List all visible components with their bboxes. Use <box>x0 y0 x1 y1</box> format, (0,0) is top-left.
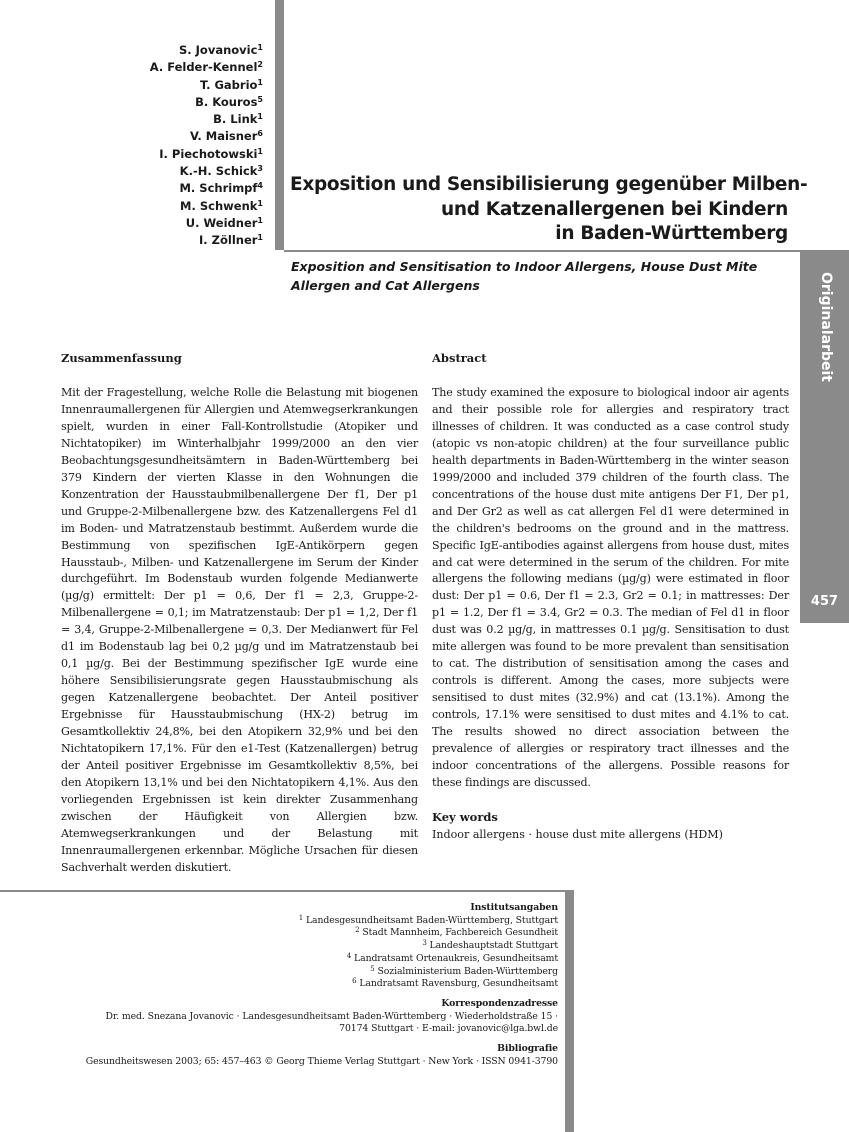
zusammenfassung-text: Mit der Fragestellung, welche Rolle die Belastung mit biogenen Innenraumallergenen für Allergien und Atemwegserkrankungen spielt, wurden in einer Fall-Kontrollstudie (Atopiker und Nichtatopiker) im Winterhalbjahr 1999/2000 an den vier Beobachtungsgesundheitsämtern in Baden-Württemberg bei 379 Kindern der vierten Klasse in den Wohnungen die Konzentration der Hausstaubmilbenallergene Der f1, Der p1 und Gruppe-2-Milbenallergene bzw. des Katzenallergens Fel d1 im Boden- und Matratzenstaub bestimmt. Außerdem wurde die Bestimmung von spezifischen IgE-Antikörpern gegen Hausstaub-, Milben- und Katzenallergene im Serum der Kinder durchgeführt. Im Bodenstaub wurden folgende Medianwerte (µg/g) ermittelt: Der p1 = 0,6, Der f1 = 2,3, Gruppe-2-Milbenallergene = 0,1; im Matratzenstaub: Der p1 = 1,2, Der f1 = 3,4, Gruppe-2-Milbenallergene = 0,3. Der Medianwert für Fel d1 im Bodenstaub lag bei 0,2 µg/g und im Matratzenstaub bei 0,1 µg/g. Bei der Bestimmung spezifischer IgE wurde eine höhere Sensibilisierungsrate gegen Hausstaubmischung als gegen Katzenallergene beobachtet. Der Anteil positiver Ergebnisse für Hausstaubmischung (HX-2) betrug im Gesamtkollektiv 24,8%, bei den Atopikern 32,9% und bei den Nichtatopikern 17,1%. Für den e1-Test (Katzenallergen) betrug der Anteil positiver Ergebnisse im Gesamtkollektiv 8,5%, bei den Atopikern 13,1% und bei den Nichtatopikern 4,1%. Aus den vorliegenden Ergebnissen ist kein direkter Zusammenhang zwischen der Häufigkeit von Allergien bzw. Atemwegserkrankungen und der Belastung mit Innenraumallergenen erkennbar. Mögliche Ursachen für diesen Sachverhalt werden diskutiert. <box>61 386 418 874</box>
abstract-column <box>432 349 789 843</box>
correspondence-email: 70174 Stuttgart · E-mail: jovanovic@lga.bwl.de <box>339 1023 558 1035</box>
bibliography-text: Gesundheitswesen 2003; 65: 457–463 © Georg Thieme Verlag Stuttgart · New York · ISSN 0941-3790 <box>85 1055 558 1067</box>
institution-name: Landesgesundheitsamt Baden-Württemberg, Stuttgart <box>305 914 558 926</box>
author-name: I. Piechotowski <box>159 146 258 161</box>
author-affiliation-number: 5 <box>257 94 263 104</box>
correspondence-heading: Korrespondenzadresse <box>441 997 558 1009</box>
institution-item <box>60 915 558 928</box>
author-affiliation-number: 6 <box>257 129 263 139</box>
page-number: 457 <box>810 594 839 609</box>
institution-item <box>60 927 558 940</box>
author-name: A. Felder-Kennel <box>149 60 258 75</box>
author-affiliation-number: 1 <box>257 146 263 156</box>
institution-name: Sozialministerium Baden-Württemberg <box>377 965 558 977</box>
author-name: B. Kouros <box>195 94 258 109</box>
institutions-heading: Institutsangaben <box>470 902 558 913</box>
institution-list <box>60 915 558 991</box>
author <box>60 59 263 76</box>
institution-number: 3 <box>422 939 427 948</box>
author <box>60 232 263 249</box>
author-affiliation-number: 1 <box>257 43 263 52</box>
article-info <box>60 902 558 1068</box>
institution-number: 1 <box>298 913 304 922</box>
title-line: und Katzenallergenen bei Kindern <box>440 198 788 220</box>
author-name: I. Zöllner <box>198 233 258 248</box>
bibliography-heading: Bibliografie <box>497 1043 558 1055</box>
author-name: B. Link <box>213 112 258 127</box>
author-affiliation-number: 1 <box>257 233 263 243</box>
institution-name: Landeshauptstadt Stuttgart <box>429 940 558 952</box>
author <box>60 163 263 180</box>
keywords-heading: Key words <box>432 809 498 824</box>
author <box>60 215 263 232</box>
abstract-heading: Abstract <box>432 351 487 365</box>
author-list <box>60 42 263 250</box>
institution-number: 6 <box>352 977 357 986</box>
author-name: V. Maisner <box>189 129 258 144</box>
author-name: S. Jovanovic <box>178 43 258 57</box>
correspondence-address: Dr. med. Snezana Jovanovic · Landesgesundheitsamt Baden-Württemberg · Wiederholdstraße 15 · <box>105 1010 558 1022</box>
author-affiliation-number: 1 <box>257 112 263 122</box>
author-affiliation-number: 1 <box>257 198 263 208</box>
institution-number: 2 <box>355 926 360 935</box>
zusammenfassung-heading: Zusammenfassung <box>61 351 182 365</box>
author-affiliation-number: 3 <box>257 164 263 174</box>
author <box>60 77 263 94</box>
author <box>60 111 263 128</box>
title-divider <box>284 250 800 252</box>
author <box>60 94 263 111</box>
institution-item <box>60 953 558 966</box>
author-name: M. Schwenk <box>180 198 258 213</box>
institution-number: 5 <box>370 964 375 973</box>
author-name: M. Schrimpf <box>179 181 258 196</box>
author-affiliation-number: 2 <box>257 60 263 70</box>
author-affiliation-number: 1 <box>257 215 263 225</box>
author-name: T. Gabrio <box>200 77 258 92</box>
institution-name: Landratsamt Ortenaukreis, Gesundheitsamt <box>354 952 558 964</box>
info-vertical-bar <box>565 890 574 1132</box>
english-title: Exposition and Sensitisation to Indoor Allergens, House Dust Mite Allergen and Cat Allergens <box>291 259 758 293</box>
header-vertical-bar <box>275 0 284 250</box>
article-title <box>290 173 808 247</box>
zusammenfassung-column <box>61 349 418 877</box>
author <box>60 146 263 163</box>
institution-item <box>60 978 558 991</box>
institution-number: 4 <box>346 951 352 960</box>
title-line: Exposition und Sensibilisierung gegenüber Milben- <box>290 174 808 195</box>
author-name: U. Weidner <box>185 215 258 230</box>
author <box>60 180 263 197</box>
author-name: K.-H. Schick <box>179 164 258 179</box>
institution-item <box>60 940 558 953</box>
abstract-text: The study examined the exposure to biological indoor air agents and their possible role for allergies and respiratory tract illnesses of children. It was conducted as a case control study (atopic vs non-atopic children) at the four surveillance public health departments in Baden-Württemberg in the winter season 1999/2000 and included 379 children of the fourth class. The concentrations of the house dust mite antigens Der F1, Der p1, and Der Gr2 as well as cat allergen Fel d1 were determined in the children's bedrooms on the ground and in the mattress. Specific IgE-antibodies against allergens from house dust, mites and cat were determined in the serum of the children. For mite allergens the following medians (µg/g) were estimated in floor dust: Der p1 = 0.6, Der f1 = 2.3, Gr2 = 0.1; in mattresses: Der p1 = 1.2, Der f1 = 3.4, Gr2 = 0.3. The median of Fel d1 in floor dust was 0.2 µg/g, in mattresses 0.1 µg/g. Sensitisation to dust mite allergen was found to be more prevalent than sensitisation to cat. The distribution of sensitisation among the cases and controls is different. Among the cases, more subjects were sensitised to dust mites (32.9%) and cat (13.1%). Among the controls, 17.1% were sensitised to dust mites and 4.1% to cat. The results showed no direct association between the prevalence of allergies or respiratory tract illnesses and the indoor concentrations of the allergens. Possible reasons for these findings are discussed. <box>432 386 789 789</box>
title-line: in Baden-Württemberg <box>555 223 788 244</box>
info-divider <box>0 890 565 892</box>
keywords-text: Indoor allergens · house dust mite allergens (HDM) <box>432 827 723 841</box>
section-label: Originalarbeit <box>818 272 834 382</box>
author <box>60 42 263 59</box>
author <box>60 128 263 145</box>
institution-name: Stadt Mannheim, Fachbereich Gesundheit <box>362 927 558 939</box>
author <box>60 198 263 215</box>
institution-name: Landratsamt Ravensburg, Gesundheitsamt <box>359 978 558 990</box>
author-affiliation-number: 1 <box>257 77 263 87</box>
author-affiliation-number: 4 <box>257 181 263 191</box>
institution-item <box>60 966 558 979</box>
